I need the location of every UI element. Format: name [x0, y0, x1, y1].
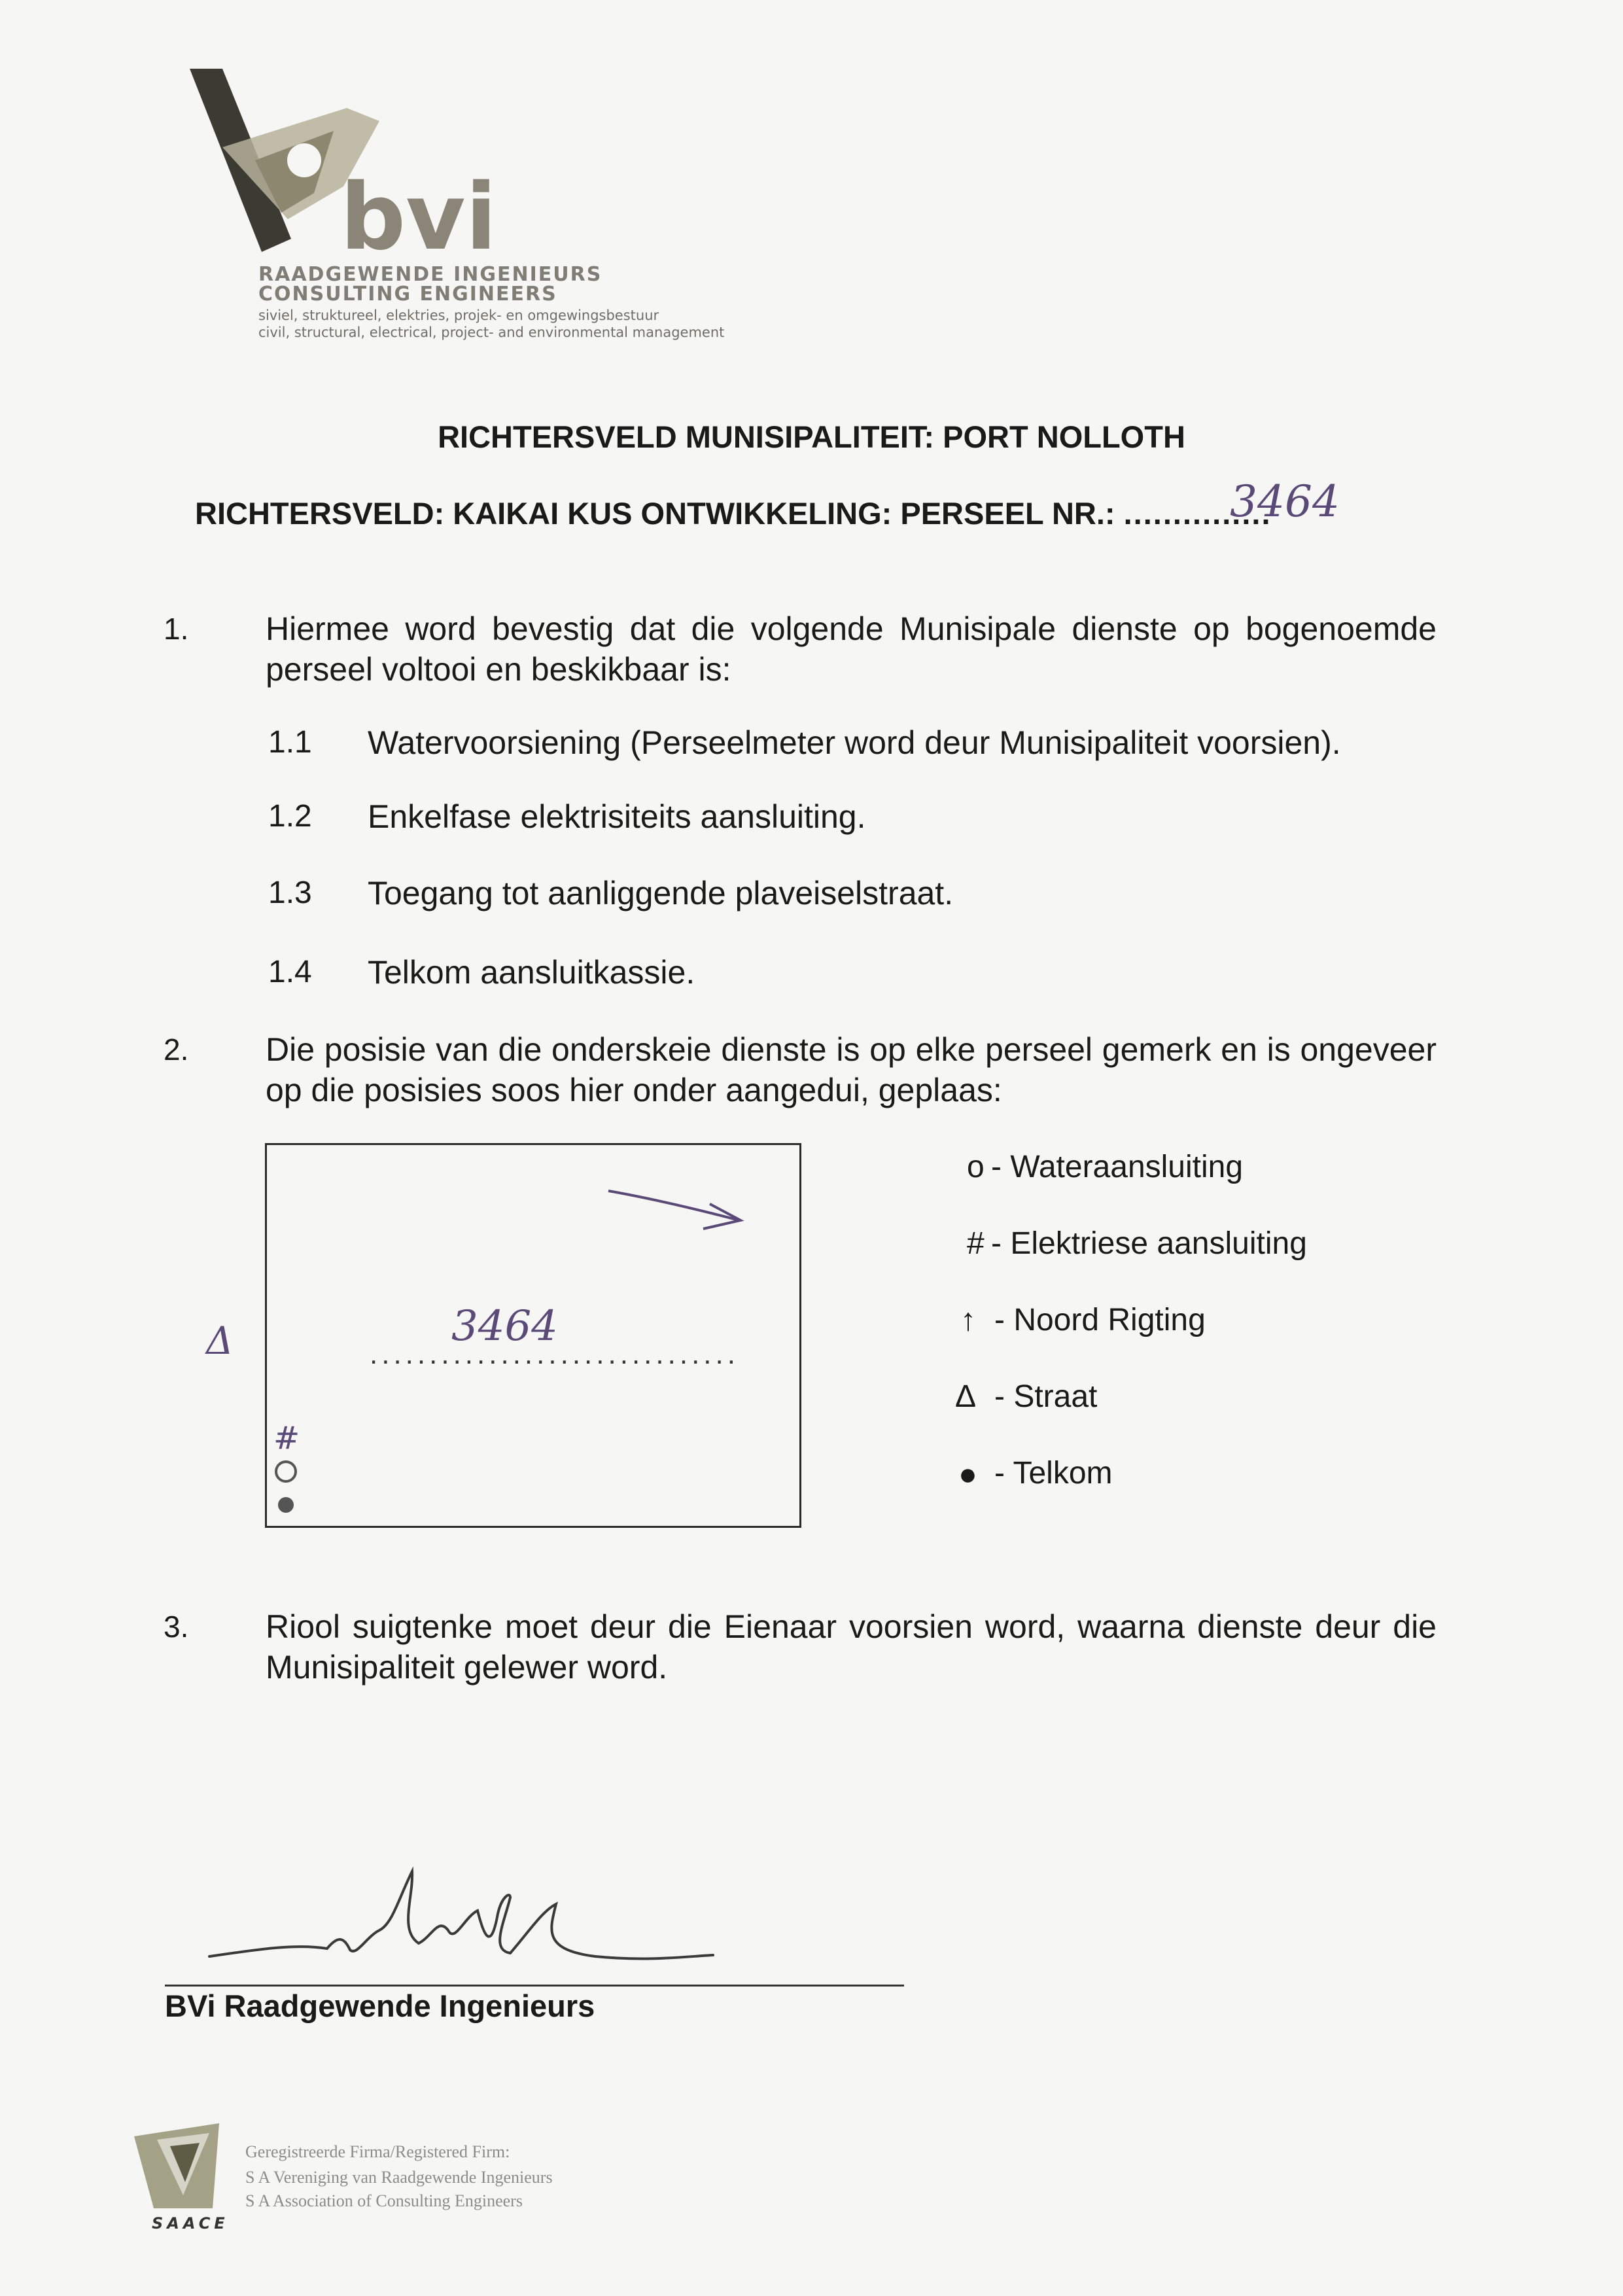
street-mark: Δ — [206, 1318, 234, 1363]
document-title: RICHTERSVELD MUNISIPALITEIT: PORT NOLLOTH — [438, 419, 1185, 454]
legend-electric-label: - Elektriese aansluiting — [991, 1226, 1307, 1261]
legend-north-label: - Noord Rigting — [994, 1303, 1206, 1337]
footer-registered-firm: Geregistreerde Firma/Registered Firm: — [245, 2142, 510, 2161]
item-1-1-number: 1.1 — [268, 725, 312, 760]
north-arrow-icon — [605, 1178, 749, 1237]
logo-text: bvi — [340, 164, 497, 258]
saace-seal-icon — [134, 2123, 232, 2221]
water-connection-icon — [275, 1460, 297, 1483]
bvi-logo — [183, 62, 497, 258]
legend-north-symbol: ↑ — [960, 1303, 976, 1337]
firm-services-af: siviel, struktureel, elektries, projek- en omgewingsbestuur — [258, 308, 659, 323]
saace-label: SAACE — [152, 2214, 229, 2233]
telkom-connection-icon — [278, 1497, 294, 1513]
item-1-1-text: Watervoorsiening (Perseelmeter word deur Munisipaliteit voorsien). — [368, 724, 1341, 761]
legend-water-label: - Wateraansluiting — [991, 1150, 1244, 1184]
signature-image — [203, 1858, 792, 1989]
item-1-4-number: 1.4 — [268, 955, 312, 989]
footer-association-af: S A Vereniging van Raadgewende Ingenieurs — [245, 2168, 553, 2187]
legend-street-label: - Straat — [994, 1379, 1098, 1414]
plot-label-handwritten: 3464 — [451, 1302, 558, 1351]
legend-telkom-label: - Telkom — [994, 1456, 1113, 1491]
legend-electric-symbol: # — [967, 1226, 985, 1261]
section-3-text: Riool suigtenke moet deur die Eienaar voorsien word, waarna dienste deur die Munisipaliteit gelewer word. — [266, 1608, 1437, 1686]
section-2-number: 2. — [164, 1033, 189, 1067]
firm-name-en: CONSULTING ENGINEERS — [258, 283, 557, 306]
electric-mark: # — [273, 1420, 300, 1457]
section-2-text: Die posisie van die onderskeie dienste is op elke perseel gemerk en is ongeveer op die posisies soos hier onder aangedui, geplaas: — [266, 1031, 1437, 1108]
plot-number-dots: ............... — [1123, 496, 1272, 531]
document-subtitle — [195, 495, 1272, 531]
item-1-2-text: Enkelfase elektrisiteits aansluiting. — [368, 798, 866, 835]
section-3-number: 3. — [164, 1610, 189, 1644]
section-1-number: 1. — [164, 612, 189, 646]
section-1-text: Hiermee word bevestig dat die volgende Munisipale dienste op bogenoemde perseel voltooi en beskikbaar is: — [266, 610, 1437, 688]
firm-services-en: civil, structural, electrical, project- and environmental management — [258, 325, 725, 340]
plot-label-dots: ............................... — [370, 1338, 739, 1370]
legend-water-symbol: o — [967, 1150, 985, 1184]
firm-name-af: RAADGEWENDE INGENIEURS — [258, 263, 602, 286]
subtitle-text: RICHTERSVELD: KAIKAI KUS ONTWIKKELING: PERSEEL NR.: — [195, 496, 1115, 531]
signatory-name: BVi Raadgewende Ingenieurs — [165, 1988, 595, 2023]
signature-line — [165, 1985, 904, 1987]
item-1-4-text: Telkom aansluitkassie. — [368, 954, 695, 991]
item-1-3-text: Toegang tot aanliggende plaveiselstraat. — [368, 875, 954, 911]
footer-association-en: S A Association of Consulting Engineers — [245, 2191, 523, 2210]
legend-telkom-symbol: ● — [958, 1457, 977, 1492]
plot-number-handwritten: 3464 — [1230, 476, 1340, 527]
item-1-2-number: 1.2 — [268, 799, 312, 834]
legend-street-symbol: Δ — [955, 1379, 977, 1414]
item-1-3-number: 1.3 — [268, 875, 312, 910]
